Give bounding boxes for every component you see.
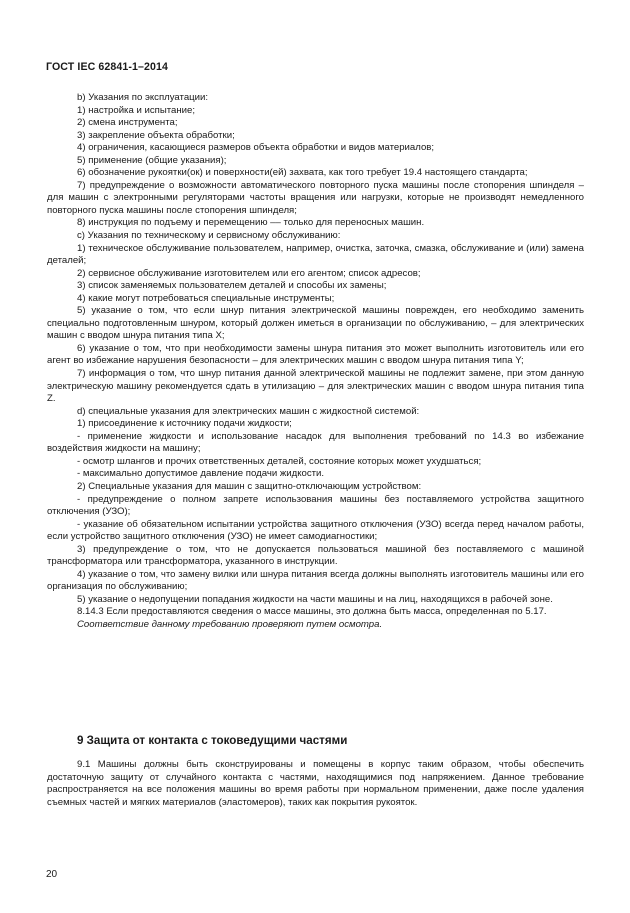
paragraph: 2) смена инструмента; xyxy=(77,117,178,129)
paragraph: 2) Специальные указания для машин с защитно-отключающим устройством: xyxy=(77,480,422,492)
paragraph: 9.1 Машины должны быть сконструированы и помещены в корпус таким образом, чтобы обеспечить достаточную защиту от случайного контакта с частями, находящимися под напряжением. Данное требование распространяется на все положения машины во время работы при нормальном применении, даже после удаления съемных частей и мягких материалов (эластомеров), таких как покрытия рукояток. xyxy=(47,759,584,808)
paragraph: - указание об обязательном испытании устройства защитного отключения (УЗО) всегда перед началом работы, если устройство защитного отключения (УЗО) не имеет самодиагностики; xyxy=(47,518,584,543)
paragraph: 8) инструкция по подъему и перемещению –– только для переносных машин. xyxy=(77,217,425,229)
document-header: ГОСТ IEC 62841-1–2014 xyxy=(46,61,168,73)
paragraph: 2) сервисное обслуживание изготовителем или его агентом; список адресов; xyxy=(77,267,421,279)
document-body xyxy=(47,92,584,632)
paragraph: 1) настройка и испытание; xyxy=(77,104,196,116)
paragraph: b) Указания по эксплуатации: xyxy=(77,92,209,103)
paragraph: - осмотр шлангов и прочих ответственных деталей, состояние которых может ухудшаться; xyxy=(77,455,482,467)
paragraph: 4) какие могут потребоваться специальные инструменты; xyxy=(77,292,335,304)
paragraph: 4) ограничения, касающиеся размеров объекта обработки и видов материалов; xyxy=(77,142,435,154)
paragraph: 1) техническое обслуживание пользователем, например, очистка, заточка, смазка, обслуживание и (или) замена деталей; xyxy=(47,242,584,267)
compliance-note: Соответствие данному требованию проверяют путем осмотра. xyxy=(77,618,383,630)
paragraph: 1) присоединение к источнику подачи жидкости; xyxy=(77,418,292,430)
paragraph: 5) указание о том, что если шнур питания электрической машины поврежден, его необходимо заменить специально подготовленным шнуром, который должен иметься в организации по обслуживанию, – для электрических машин с вводом шнура питания типа X; xyxy=(47,305,584,342)
paragraph: 6) указание о том, что при необходимости замены шнура питания это может выполнить изготовитель или его агент во избежание нарушения безопасности – для электрических машин с вводом шнура питания типа Y; xyxy=(47,342,584,367)
paragraph: 6) обозначение рукоятки(ок) и поверхности(ей) захвата, как того требует 19.4 настоящего стандарта; xyxy=(77,167,528,179)
paragraph: 3) предупреждение о том, что не допускается пользоваться машиной без поставляемого с машиной трансформатора или трансформатора, указанного в инструкции. xyxy=(47,543,584,568)
paragraph: 5) указание о недопущении попадания жидкости на части машины и на лиц, находящихся в рабочей зоне. xyxy=(77,593,553,605)
paragraph: 7) предупреждение о возможности автоматического повторного пуска машины после стопорения шпинделя – для машин с электронными регуляторами частоты вращения или нагрузки, которые не производят немедленного повторного пуска машины после стопорения шпинделя; xyxy=(47,179,584,216)
paragraph: d) специальные указания для электрических машин с жидкостной системой: xyxy=(77,405,420,417)
paragraph: 7) информация о том, что шнур питания данной электрической машины не подлежит замене, при этом данную электрическую машину рекомендуется сдать в утилизацию – для электрических машин с вводом шнура питания типа Z. xyxy=(47,368,584,405)
section-body xyxy=(47,759,584,809)
paragraph: 5) применение (общие указания); xyxy=(77,154,227,166)
page-number: 20 xyxy=(46,869,58,880)
paragraph: - применение жидкости и использование насадок для выполнения требований по 14.3 во избежание воздействия жидкости на машину; xyxy=(47,430,584,455)
paragraph: 3) список заменяемых пользователем деталей и способы их замены; xyxy=(77,280,387,292)
paragraph: - максимально допустимое давление подачи жидкости. xyxy=(77,468,325,480)
paragraph: c) Указания по техническому и сервисному обслуживанию: xyxy=(77,230,341,242)
paragraph: - предупреждение о полном запрете использования машины без поставляемого устройства защитного отключения (УЗО); xyxy=(47,493,584,518)
paragraph: 8.14.3 Если предоставляются сведения о массе машины, это должна быть масса, определенная по 5.17. xyxy=(77,606,547,618)
section-title: 9 Защита от контакта с токоведущими частями xyxy=(77,734,348,747)
paragraph: 3) закрепление объекта обработки; xyxy=(77,129,235,141)
paragraph: 4) указание о том, что замену вилки или шнура питания всегда должны выполнять изготовитель машины или его организация по обслуживанию; xyxy=(47,568,584,593)
